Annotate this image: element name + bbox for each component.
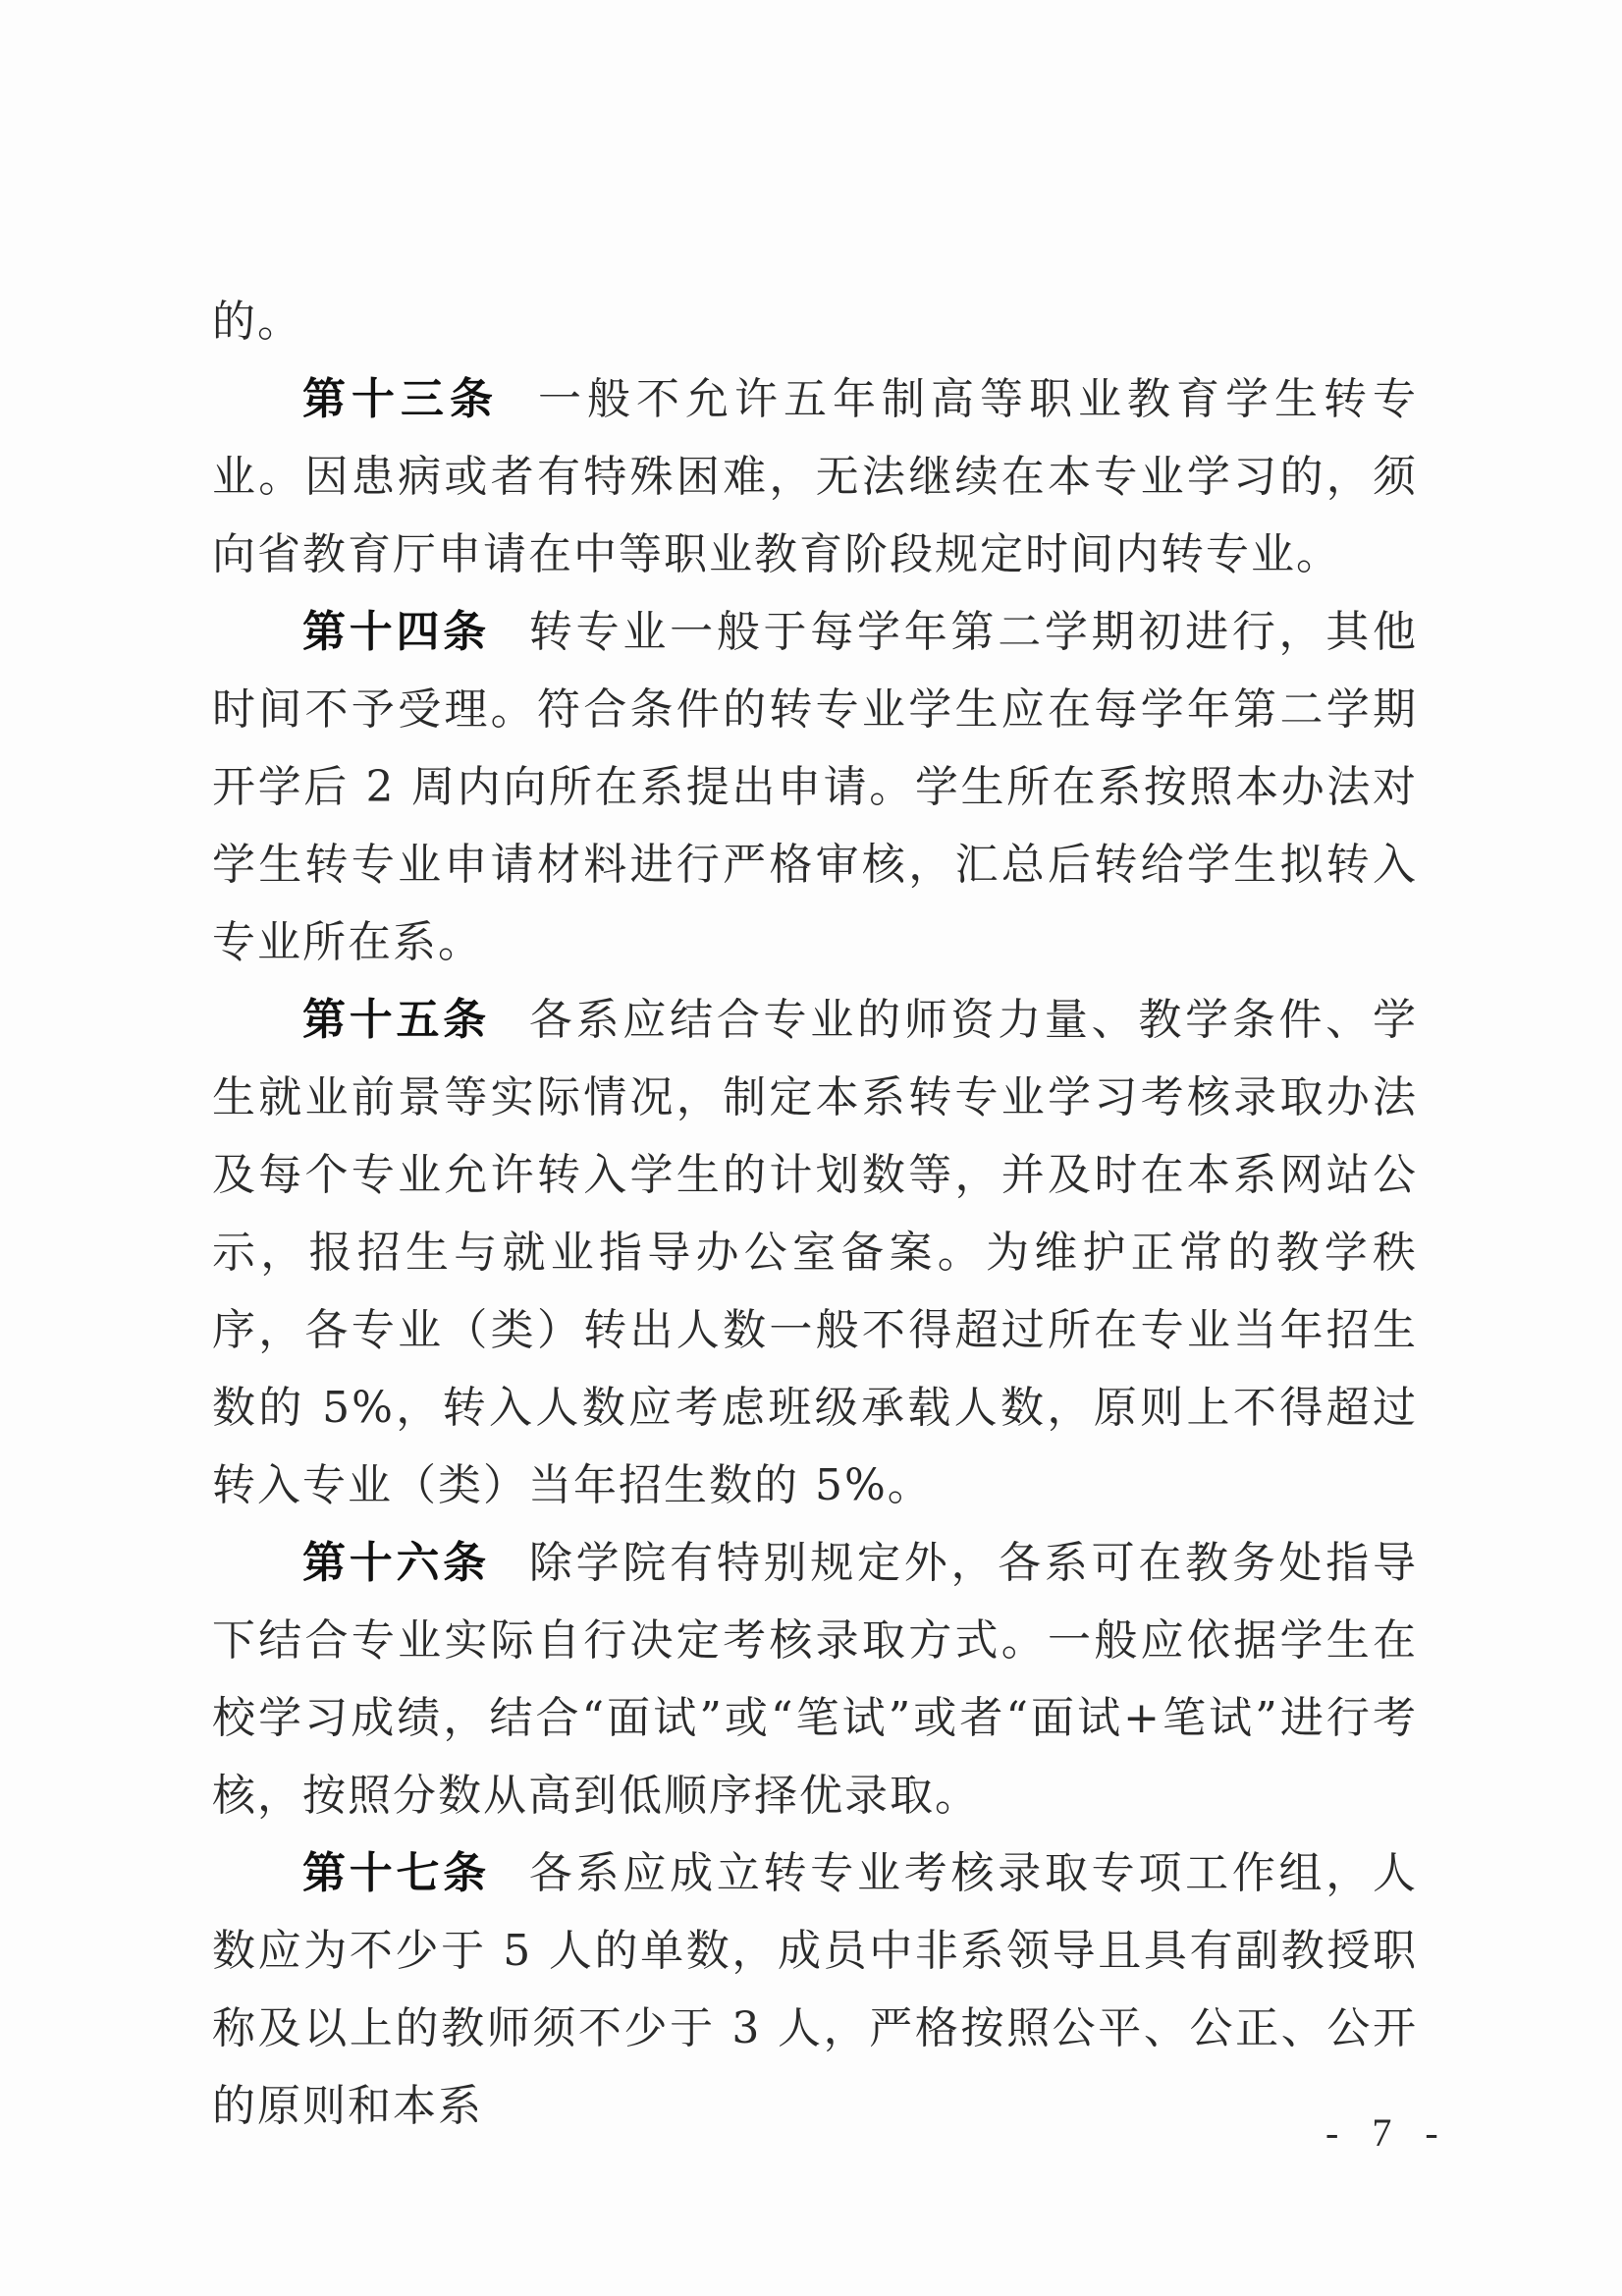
article-16 (212, 1524, 1418, 1834)
article-body: 除学院有特别规定外，各系可在教务处指导下结合专业实际自行决定考核录取方式。一般应依据学生在校学习成绩，结合“面试”或“笔试”或者“面试+笔试”进行考核，按照分数从高到低顺序择优录取。 (212, 1538, 1419, 1821)
article-13 (212, 360, 1418, 593)
article-17 (212, 1834, 1418, 2145)
continuation-text: 的。 (212, 297, 302, 347)
article-heading: 第十三条 (302, 374, 499, 424)
document-body (212, 283, 1418, 2145)
article-heading: 第十六条 (302, 1538, 490, 1588)
article-14 (212, 593, 1418, 981)
page-number: - 7 - (1325, 2110, 1450, 2155)
article-body: 转专业一般于每学年第二学期初进行，其他时间不予受理。符合条件的转专业学生应在每学年第二学期开学后 2 周内向所在系提出申请。学生所在系按照本办法对学生转专业申请材料进行严格审核，汇总后转给学生拟转入专业所在系。 (212, 607, 1419, 967)
article-heading: 第十七条 (302, 1848, 490, 1898)
article-body: 各系应成立转专业考核录取专项工作组，人数应为不少于 5 人的单数，成员中非系领导且具有副教授职称及以上的教师须不少于 3 人，严格按照公平、公正、公开的原则和本系 (212, 1848, 1419, 2131)
article-heading: 第十四条 (302, 607, 490, 657)
article-heading: 第十五条 (302, 995, 490, 1045)
article-body: 各系应结合专业的师资力量、教学条件、学生就业前景等实际情况，制定本系转专业学习考核录取办法及每个专业允许转入学生的计划数等，并及时在本系网站公示，报招生与就业指导办公室备案。为维护正常的教学秩序，各专业（类）转出人数一般不得超过所在专业当年招生数的 5%，转入人数应考虑班级承载人数，原则上不得超过转入专业（类）当年招生数的 5%。 (212, 995, 1419, 1510)
article-body: 一般不允许五年制高等职业教育学生转专业。因患病或者有特殊困难，无法继续在本专业学习的，须向省教育厅申请在中等职业教育阶段规定时间内转专业。 (212, 374, 1418, 579)
article-15 (212, 981, 1418, 1524)
